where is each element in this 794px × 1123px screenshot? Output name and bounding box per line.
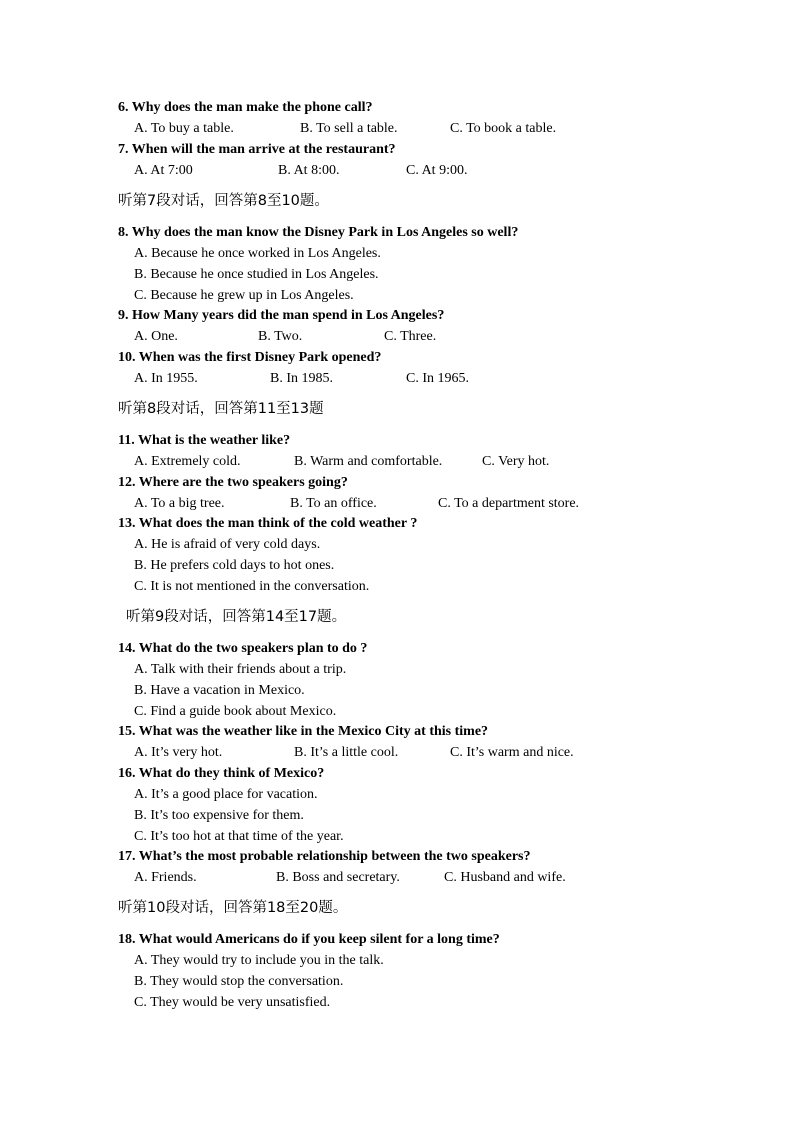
option-a: A. One. — [134, 329, 178, 344]
option-a: A. At 7:00 — [134, 163, 193, 178]
option-b: B. To sell a table. — [300, 121, 398, 136]
option-a: A. It’s a good place for vacation. — [134, 787, 318, 802]
option-c: C. Husband and wife. — [444, 870, 566, 885]
section-header-9: 听第9段对话，回答第14至17题。 — [126, 609, 347, 625]
question-17: 17. What’s the most probable relationship between the two speakers? — [118, 849, 531, 864]
option-a: A. Talk with their friends about a trip. — [134, 662, 347, 677]
option-b: B. It’s a little cool. — [294, 745, 399, 760]
section-header-7: 听第7段对话，回答第8至10题。 — [118, 193, 329, 209]
option-c: C. Very hot. — [482, 454, 550, 469]
question-6: 6. Why does the man make the phone call? — [118, 100, 373, 115]
option-c: C. In 1965. — [406, 371, 469, 386]
option-c: C. To book a table. — [450, 121, 557, 136]
question-16: 16. What do they think of Mexico? — [118, 766, 325, 781]
option-b: B. Because he once studied in Los Angeles. — [134, 267, 379, 282]
option-c: C. Because he grew up in Los Angeles. — [134, 288, 354, 303]
question-9: 9. How Many years did the man spend in Los Angeles? — [118, 308, 445, 323]
option-a: A. They would try to include you in the talk. — [134, 953, 384, 968]
option-a: A. To buy a table. — [134, 121, 234, 136]
option-b: B. Boss and secretary. — [276, 870, 400, 885]
option-a: A. Friends. — [134, 870, 197, 885]
option-c: C. Find a guide book about Mexico. — [134, 704, 337, 719]
question-8: 8. Why does the man know the Disney Park in Los Angeles so well? — [118, 225, 519, 240]
option-c: C. It’s warm and nice. — [450, 745, 574, 760]
option-c: C. It is not mentioned in the conversation. — [134, 579, 370, 594]
option-b: B. Warm and comfortable. — [294, 454, 443, 469]
option-a: A. In 1955. — [134, 371, 198, 386]
option-c: C. At 9:00. — [406, 163, 468, 178]
option-b: B. In 1985. — [270, 371, 333, 386]
option-c: C. They would be very unsatisfied. — [134, 995, 331, 1010]
question-10: 10. When was the first Disney Park opened? — [118, 350, 382, 365]
option-b: B. Have a vacation in Mexico. — [134, 683, 305, 698]
option-c: C. Three. — [384, 329, 437, 344]
option-b: B. At 8:00. — [278, 163, 340, 178]
option-a: A. Extremely cold. — [134, 454, 241, 469]
option-a: A. Because he once worked in Los Angeles. — [134, 246, 381, 261]
question-7: 7. When will the man arrive at the restaurant? — [118, 142, 396, 157]
question-12: 12. Where are the two speakers going? — [118, 475, 348, 490]
section-header-8: 听第8段对话，回答第11至13题 — [118, 401, 324, 417]
question-15: 15. What was the weather like in the Mexico City at this time? — [118, 724, 489, 739]
option-c: C. It’s too hot at that time of the year. — [134, 829, 344, 844]
option-b: B. It’s too expensive for them. — [134, 808, 304, 823]
option-c: C. To a department store. — [438, 496, 580, 511]
option-a: A. He is afraid of very cold days. — [134, 537, 321, 552]
option-a: A. It’s very hot. — [134, 745, 223, 760]
option-a: A. To a big tree. — [134, 496, 225, 511]
option-b: B. To an office. — [290, 496, 377, 511]
question-11: 11. What is the weather like? — [118, 433, 291, 448]
question-13: 13. What does the man think of the cold weather ? — [118, 516, 418, 531]
option-b: B. They would stop the conversation. — [134, 974, 344, 989]
option-b: B. Two. — [258, 329, 303, 344]
question-14: 14. What do the two speakers plan to do ? — [118, 641, 368, 656]
question-18: 18. What would Americans do if you keep silent for a long time? — [118, 932, 500, 947]
section-header-10: 听第10段对话，回答第18至20题。 — [118, 900, 348, 916]
option-b: B. He prefers cold days to hot ones. — [134, 558, 335, 573]
